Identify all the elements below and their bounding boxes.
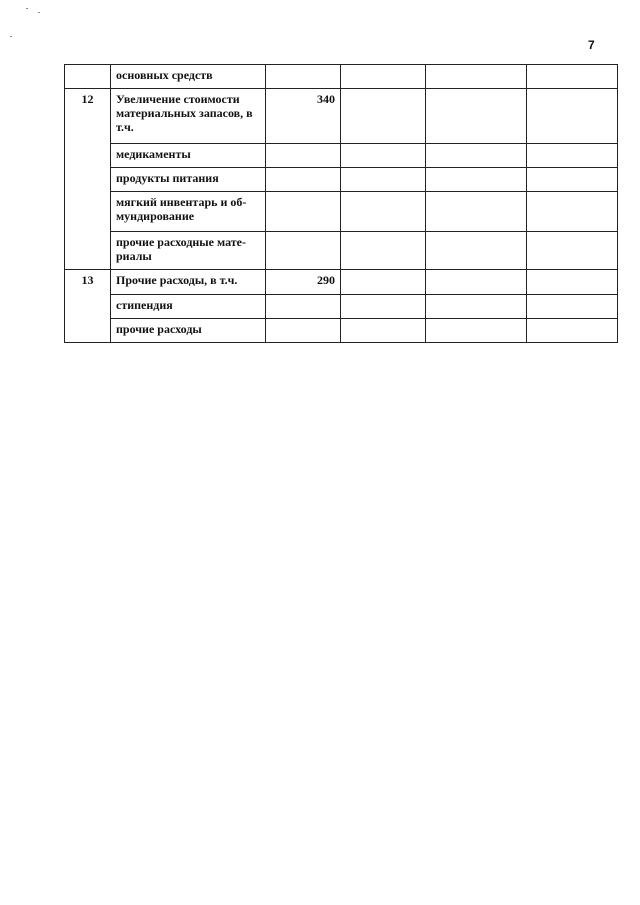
expense-code: 340 [266,89,341,144]
empty-cell [426,65,527,89]
expense-code [266,65,341,89]
empty-cell [341,295,426,319]
table-row [65,232,618,270]
empty-cell [527,192,618,232]
table-row [65,89,618,144]
empty-cell [426,168,527,192]
expense-name: продукты питания [111,168,266,192]
expense-code [266,144,341,168]
empty-cell [426,144,527,168]
table-row [65,168,618,192]
scan-speck [26,8,28,9]
table-row [65,65,618,89]
page-number: 7 [588,38,595,52]
expense-code [266,192,341,232]
row-number: 12 [65,89,111,270]
table-row [65,270,618,295]
empty-cell [426,295,527,319]
expense-name: прочие расходные мате-риалы [111,232,266,270]
expense-name: медикаменты [111,144,266,168]
expense-code [266,168,341,192]
empty-cell [341,65,426,89]
table-row [65,192,618,232]
expense-name: Прочие расходы, в т.ч. [111,270,266,295]
empty-cell [527,232,618,270]
scan-speck [38,12,40,13]
empty-cell [341,144,426,168]
expense-code [266,295,341,319]
empty-cell [341,319,426,343]
empty-cell [527,270,618,295]
expense-name: Увеличение стоимости материальных запасов, в т.ч. [111,89,266,144]
empty-cell [341,168,426,192]
empty-cell [341,270,426,295]
expense-name: основных средств [111,65,266,89]
expense-code: 290 [266,270,341,295]
row-number [65,65,111,89]
table-row [65,144,618,168]
expense-name: прочие расходы [111,319,266,343]
table-row [65,295,618,319]
empty-cell [527,295,618,319]
empty-cell [341,232,426,270]
empty-cell [527,319,618,343]
row-number: 13 [65,270,111,343]
expense-code [266,232,341,270]
expense-code [266,319,341,343]
empty-cell [426,89,527,144]
empty-cell [426,270,527,295]
empty-cell [426,192,527,232]
empty-cell [426,319,527,343]
table-row [65,319,618,343]
budget-table [64,64,618,343]
empty-cell [527,89,618,144]
expense-name: мягкий инвентарь и об-мундирование [111,192,266,232]
scan-speck [10,36,12,37]
empty-cell [341,192,426,232]
expense-name: стипендия [111,295,266,319]
empty-cell [527,168,618,192]
empty-cell [341,89,426,144]
empty-cell [527,65,618,89]
empty-cell [527,144,618,168]
empty-cell [426,232,527,270]
